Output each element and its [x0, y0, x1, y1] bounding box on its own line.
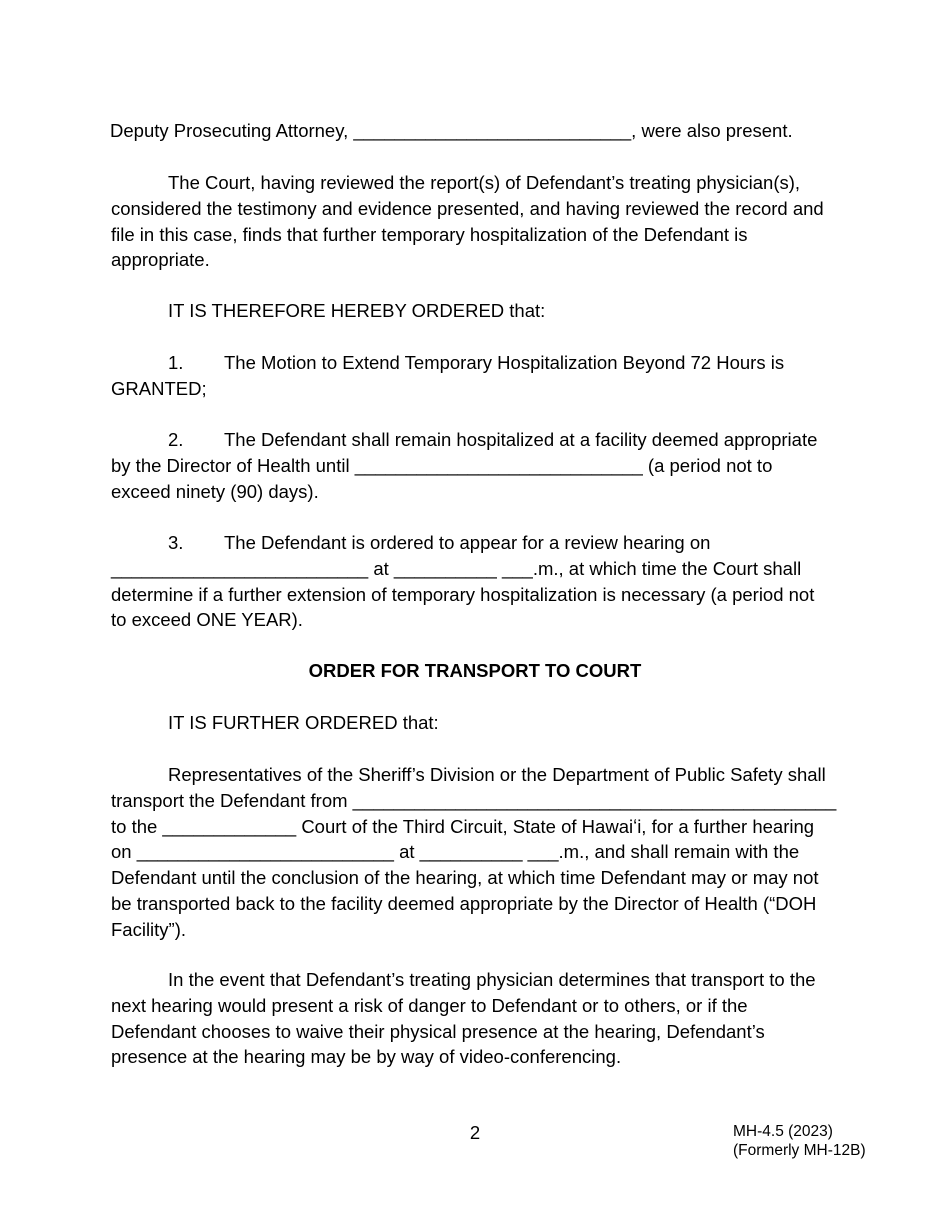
text-line: by the Director of Health until ____________________________ (a period not to	[111, 454, 773, 476]
text-line: appropriate.	[111, 249, 210, 271]
text-line: Facility”).	[111, 918, 187, 940]
text-line: considered the testimony and evidence presented, and having reviewed the record and	[111, 197, 824, 219]
text-line: Defendant until the conclusion of the hearing, at which time Defendant may or may not	[111, 867, 819, 889]
item-text: The Motion to Extend Temporary Hospitalization Beyond 72 Hours is	[224, 352, 785, 373]
text-line: presence at the hearing may be by way of video-conferencing.	[111, 1046, 622, 1068]
text-line: exceed ninety (90) days).	[111, 480, 319, 502]
item-text: The Defendant is ordered to appear for a review hearing on	[224, 532, 711, 553]
text-line: Defendant chooses to waive their physical presence at the hearing, Defendant’s	[111, 1020, 765, 1042]
text-line: _________________________ at __________ ___.m., at which time the Court shall	[111, 557, 802, 579]
text-line: next hearing would present a risk of danger to Defendant or to others, or if the	[111, 994, 748, 1016]
item-number: 1.	[168, 352, 184, 373]
text-line: transport the Defendant from _______________________________________________	[111, 789, 837, 811]
text-line: file in this case, finds that further temporary hospitalization of the Defendant is	[111, 223, 748, 245]
court-findings-paragraph	[111, 170, 836, 273]
text-line: be transported back to the facility deemed appropriate by the Director of Health (“DOH	[111, 892, 817, 914]
text-line	[111, 530, 836, 556]
order-item-1	[111, 350, 836, 402]
item-text: The Defendant shall remain hospitalized at a facility deemed appropriate	[224, 429, 818, 450]
text-line: on _________________________ at __________ ___.m., and shall remain with the	[111, 841, 800, 863]
order-item-2	[111, 427, 836, 504]
form-identifier	[733, 1123, 866, 1160]
text-line	[111, 427, 836, 453]
form-id: MH-4.5 (2023)	[733, 1123, 833, 1140]
text-line: IT IS FURTHER ORDERED that:	[168, 712, 439, 733]
item-number: 2.	[168, 429, 184, 450]
text-line: IT IS THEREFORE HEREBY ORDERED that:	[168, 300, 546, 321]
order-item-3	[111, 530, 836, 633]
text-line: In the event that Defendant’s treating physician determines that transport to the	[168, 969, 816, 990]
item-number: 3.	[168, 532, 184, 553]
transport-paragraph	[111, 762, 836, 943]
text-line: to exceed ONE YEAR).	[111, 609, 303, 631]
attorney-paragraph	[110, 118, 835, 144]
text-line: The Court, having reviewed the report(s) of Defendant’s treating physician(s),	[168, 172, 801, 193]
video-conference-paragraph	[111, 967, 836, 1070]
text-line: to the _____________ Court of the Third Circuit, State of Hawaiʻi, for a further hearing	[111, 815, 815, 837]
text-line: GRANTED;	[111, 377, 207, 399]
text-line: Deputy Prosecuting Attorney, ___________________________, were also present.	[110, 120, 793, 141]
text-line: Representatives of the Sheriff’s Division or the Department of Public Safety shall	[168, 764, 826, 785]
ordered-intro	[111, 298, 836, 324]
transport-heading: ORDER FOR TRANSPORT TO COURT	[308, 660, 642, 681]
page-number: 2	[469, 1122, 481, 1143]
further-ordered-intro	[111, 710, 836, 736]
form-former-id: (Formerly MH-12B)	[733, 1141, 866, 1159]
text-line: determine if a further extension of temporary hospitalization is necessary (a period not	[111, 583, 815, 605]
text-line	[111, 350, 836, 376]
